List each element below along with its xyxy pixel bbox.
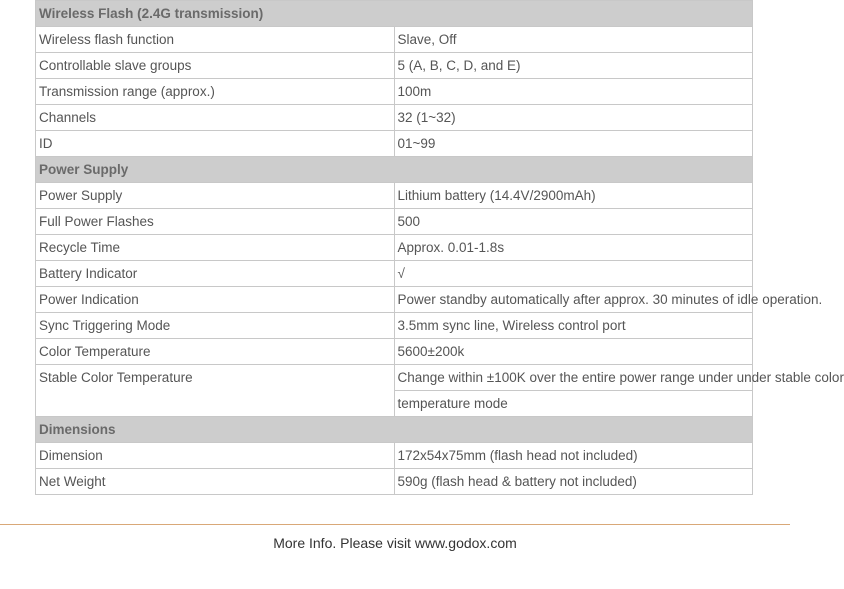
spec-value: 5 (A, B, C, D, and E) bbox=[394, 53, 753, 79]
spec-value: 100m bbox=[394, 79, 753, 105]
spec-label: Full Power Flashes bbox=[36, 209, 395, 235]
table-row bbox=[36, 443, 753, 469]
spec-table bbox=[35, 0, 844, 495]
table-row bbox=[36, 235, 753, 261]
spec-label: Power Indication bbox=[36, 287, 395, 313]
spec-value-multiline bbox=[394, 365, 844, 417]
section-header-dimensions bbox=[36, 417, 753, 443]
spec-label: Power Supply bbox=[36, 183, 395, 209]
spec-value: Slave, Off bbox=[394, 27, 753, 53]
spec-label: Color Temperature bbox=[36, 339, 395, 365]
section-title: Dimensions bbox=[36, 417, 753, 443]
table-row bbox=[36, 105, 753, 131]
spec-label: Channels bbox=[36, 105, 395, 131]
spec-value: 500 bbox=[394, 209, 753, 235]
spec-value: 32 (1~32) bbox=[394, 105, 753, 131]
section-title: Wireless Flash (2.4G transmission) bbox=[36, 1, 753, 27]
spec-value: Power standby automatically after approx. 30 minutes of idle operation. bbox=[394, 287, 753, 313]
section-header-power-supply bbox=[36, 157, 753, 183]
spec-label: Stable Color Temperature bbox=[36, 365, 395, 417]
table-row bbox=[36, 131, 753, 157]
spec-value: √ bbox=[394, 261, 753, 287]
table-row bbox=[36, 339, 753, 365]
spec-value-line: temperature mode bbox=[397, 396, 508, 411]
spec-label: Net Weight bbox=[36, 469, 395, 495]
table-row bbox=[36, 365, 753, 417]
spec-value: Approx. 0.01-1.8s bbox=[394, 235, 753, 261]
footer-divider bbox=[0, 524, 790, 525]
spec-value: 5600±200k bbox=[394, 339, 753, 365]
spec-label: Sync Triggering Mode bbox=[36, 313, 395, 339]
table-row bbox=[36, 209, 753, 235]
table-row bbox=[36, 79, 753, 105]
table-row bbox=[36, 287, 753, 313]
spec-value: 590g (flash head & battery not included) bbox=[394, 469, 753, 495]
spec-label: ID bbox=[36, 131, 395, 157]
spec-label: Recycle Time bbox=[36, 235, 395, 261]
spec-value: 3.5mm sync line, Wireless control port bbox=[394, 313, 753, 339]
spec-label: Dimension bbox=[36, 443, 395, 469]
table-row bbox=[36, 261, 753, 287]
spec-value: 01~99 bbox=[394, 131, 753, 157]
spec-label: Transmission range (approx.) bbox=[36, 79, 395, 105]
table-row bbox=[36, 469, 753, 495]
spec-label: Battery Indicator bbox=[36, 261, 395, 287]
section-title: Power Supply bbox=[36, 157, 753, 183]
table-row bbox=[36, 313, 753, 339]
footer-info-text: More Info. Please visit www.godox.com bbox=[273, 535, 517, 551]
spec-value-line: Change within ±100K over the entire power range under under stable color bbox=[395, 365, 753, 391]
table-row bbox=[36, 53, 753, 79]
spec-value: Lithium battery (14.4V/2900mAh) bbox=[394, 183, 753, 209]
spec-label: Controllable slave groups bbox=[36, 53, 395, 79]
section-header-wireless-flash bbox=[36, 1, 753, 27]
spec-label: Wireless flash function bbox=[36, 27, 395, 53]
table-row bbox=[36, 183, 753, 209]
spec-value: 172x54x75mm (flash head not included) bbox=[394, 443, 753, 469]
table-row bbox=[36, 27, 753, 53]
